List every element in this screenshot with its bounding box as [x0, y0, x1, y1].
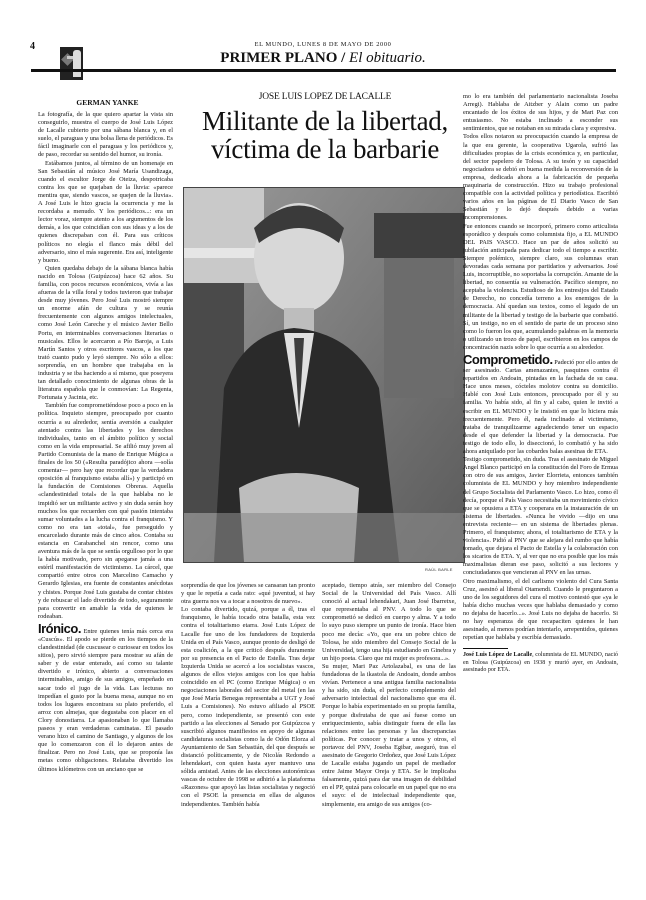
column-3 [322, 582, 456, 867]
portrait-photo [183, 187, 465, 563]
headline-line-2: víctima de la barbarie [210, 134, 440, 164]
paragraph: Otro maximalismo, el del carlismo violento del Cura Santa Cruz, asesinó al liberal Otamendi. Cuando le preguntaron a uno de los seguidores del cura el motivo contestó que «ya le había dicho muchas veces que hablaba demasiado y como no dejaba de hacerlo...». José Luis no dejaba de hacerlo. Si no hay esperanza de que recapaciten quienes le han asesinado, al menos podrían intentarlo, arrepentidos, quienes repetían que hablaba y escribía demasiado. [463, 577, 618, 642]
paragraph: Testigo comprometido, sin duda. Tras el asesinato de Miguel Angel Blanco participó en la constitución del Foro de Ermua con otro de sus amigos, Javier Elorrieta, entonces también columnista de EL MUNDO y hoy miembro independiente del Grupo Socialista del Parlamento Vasco. Lo hizo, como él decía, porque el País Vasco necesitaba un movimiento cívico que se opusiera a ETA y cooperara en la instauración de un sistema de libertades. «Nunca he vivido —dijo en una entrevista reciente— en un sistema de libertades plenas. Primero, el franquismo; ahora, el totalitarismo de ETA y la violencia». Pidió al PNV que se alejara del rumbo que había tomado, que dejara el Pacto de Estella y la colaboración con los sicarios de ETA. Y, al ver que no era posible que los más maximalistas dieran ese paso, solicitó a sus lectores y conciudadanos que vencieran al PNV en las urnas. [463, 456, 618, 577]
byline: GERMAN YANKE [76, 98, 139, 107]
column-4 [463, 93, 618, 867]
dateline: EL MUNDO, LUNES 8 DE MAYO DE 2000 [254, 41, 392, 48]
paragraph: Estábamos juntos, al término de un homenaje en San Sebastián al músico José María Usandizaga, cuando el escultor Jorge de Oteiza, despotricaba contra los que se quejaban de la lluvia: «parece mentira que, siendo vascos, se quejen de la lluvia». A José Luis le hizo gracia la ocurrencia y me la recordaba a menudo. Y los periódicos...: era un lector voraz, siempre atento a los argumentos de los demás, a los que coincidían con sus ideas y a los de quienes discrepaban con él. Para sus críticos políticos no elegía el flanco más débil del adversario, sino el más sugerente. Era así, inteligente y bueno. [38, 159, 173, 264]
bookshelf-shape [374, 213, 464, 258]
section-separator: / [337, 50, 350, 66]
author-bio [463, 652, 618, 674]
portrait-illustration [184, 188, 464, 562]
kicker: JOSE LUIS LOPEZ DE LACALLE [258, 92, 392, 102]
paragraph: mo lo era también del parlamentario nacionalista Joseba Arregi). Hablaba de Aitzber y Alain como un padre encantado de los éxitos de sus hijos, y de Mari Paz con entusiasmo. No estaba inclinado a esconder sus sentimientos, que se notaban en su mirada clara y expresiva. [463, 93, 618, 133]
paragraph-ironico [38, 620, 173, 774]
paragraph: sorprendía de que los jóvenes se cansaran tan pronto y que le repetía a cada rato: «qué juventud, si hay otra guerra nos va a tocar a nosotros de nuevo». [181, 582, 315, 606]
paragraph: Su mujer, Mari Paz Artolazabal, es una de las fundadoras de la ikastola de Andoain, donde ambos vivían. Pertenece a una antigua familia nacionalista y ha sido, sin duda, el perfecto complemento del adversario intelectual del nacionalismo que era él. Porque lo había experimentado en su propia familia, y porque disfrutaba de que así fuese como un enriquecimiento, sabía distinguir fuera de ella las relaciones entre las personas y las discrepancias políticas. Por conocer y tratar a unos y otros, el portavoz del PNV, Joseba Egibar, aseguró, tras el asesinato de Gregorio Ordoñez, que José Luis López de Lacalle estaba jugando un papel de mediador entre Jaime Mayor Oreja y ETA. Se le implicaba falsamente, quizá para dar una imagen de debilidad en el PP, quizá para colocarle en un papel que no era el suyo: el de intelectual independiente que, simplemente, era amigo de sus amigos (co- [322, 662, 456, 808]
paragraph-text: Padeció por ello antes de ser asesinado. Cartas amenazantes, pasquines contra él repartidos en Andoain, pintadas en la fachada de su casa. Hace unos meses, cócteles molotov contra su domicilio. Hablé con José Luis entonces, preocupado por él y su familia. Yo había sido, al fin y al cabo, quien le invitó a escribir en EL MUNDO y le insistió en que lo hiciera más frecuentemente. Pero él, nada inclinado al victimismo, trataba de tranquilizarme agradeciendo tener un espacio desde el que defender la libertad y la democracia. Fue testigo de todo ello, lo diseccionó, lo combatió y ha sido ahora aniquilado por las cobardes balas asesinas de ETA. [463, 359, 618, 456]
lead-in-ironico: Irónico. [38, 620, 81, 636]
bio-name: José Luis López de Lacalle [463, 652, 533, 659]
lead-in-comprometido: Comprometido. [463, 352, 553, 367]
section-name: PRIMER PLANO [220, 50, 338, 66]
page-number: 4 [30, 41, 35, 52]
curtain-shape [184, 188, 264, 283]
headline [180, 107, 470, 163]
header-rule [31, 69, 616, 72]
paragraph: La fotografía, de la que quiero apartar la vista sin conseguirlo, muestra el cuerpo de José Luis López de Lacalle cubierto por una sábana blanca y, en el suelo, el paraguas y una bolsa llena de periódicos. Es fácil imaginarle con el paraguas y los periódicos y, de paso, recordar su sentido del humor, su ironía. [38, 111, 173, 159]
column-2 [181, 582, 315, 867]
photo-credit: RAÚL BARLE [425, 567, 453, 572]
paragraph: También fue comprometiéndose poco a poco en la política. Inquieto siempre, preocupado por cuanto ocurría a su alrededor, sentía aversión a cualquier atentado contra las libertades y los derechos individuales, tanto en el ámbito político y social como en la vida empresarial. Se afilió muy joven al Partido Comunista de la mano de Enrique Múgica a finales de los 50 («Resulta paradójico ahora —solía comentar— pero hay que recordar que la verdadera oposición al franquismo estaba allí») y participó en la fundación de Comisiones Obreras. Aquella «clandestinidad total» de la que hablaba no le impidió ser un militante activo y sin duda serán hoy muchos los que recuerden con qué pasión intentaba sumar voluntades a la lucha contra el franquismo. Y como no era tan «total», fue perseguido y encarcelado durante más de cinco años. Contaba su estancia en Carabanchel sin rencor, como una aventura más de la que se sentía orgulloso por lo que la había motivado, pero sin apegarse jamás a una estéril manifestación de victimismo. La cárcel, que compartió entre otros con Marcelino Camacho y Gerardo Iglesias, era fuente de constantes anécdotas y chistes. Porque José Luis gustaba de contar chistes y de rebuscar el lado divertido de todo, seguramente para convertir en amable la vida de quienes le rodeaban. [38, 402, 173, 620]
paragraph: Todos ellos notaron su preocupación cuando la empresa de la que era gerente, la cooperativa Ugarola, sufrió las dificultades propias de la crisis económica y, en particular, del sector papelero de Tolosa. A su tesón y su capacidad negociadora se debió en buena medida la reconversión de la empresa, dedicada ahora a la fabricación de pequeña maquinaria de construcción. Hizo su trabajo profesional compatible con la actividad política y periodística. Escribió varios años en las páginas de El Diario Vasco de San Sebastián y lo dejó después debido a varias incomprensiones. [463, 133, 618, 222]
paragraph-comprometido [463, 352, 618, 456]
paragraph: Quien quedaba debajo de la sábana blanca había nacido en Tolosa (Guipúzcoa) hace 62 años. Su familia, con pocos recursos económicos, vivía a las afueras de la villa foral y todos tuvieron que trabajar desde muy jóvenes. Pero José Luis mostró siempre un enorme afán de cultura y se reunía frecuentemente con algunos amigos intelectuales, como José León Careche y el músico Javier Bello Portu, en interminables conversaciones literarias o musicales. Ellos le acercaron a Pío Baroja, a Luis Martín Santos y otros escritores vascos, a los que trató cuanto pudo y leyó siempre. No sólo a ellos: sorprendía, en un hombre que trabajaba en la industria y se iba haciendo a sí mismo, que poseyera tan detallado conocimiento de algunas obras de la literatura española que le conmovían: La Regenta, Fortunata y Jacinta, etc. [38, 264, 173, 402]
paragraph: aceptado, tiempo atrás, ser miembro del Consejo Social de la Universidad del País Vasco. Allí conoció al actual lehendakari, Juan José Ibarretxe, que representaba al PNV. A todo lo que se comprometió se dedicó en cuerpo y alma. Y a todo lo suyo puso siempre un punto de ironía. Hace bien poco me decía: «Yo, que era un pobre chico de Tolosa, he sido miembro del Consejo Social de la Universidad, tengo una hija estudiando en Ginebra y un hijo poeta. Claro que mi mujer es profesora...». [322, 582, 456, 662]
paragraph: Lo contaba divertido, quizá, porque a él, tras el franquismo, le había tocado otra batalla, esta vez contra el totalitarismo etarra. José Luis López de Lacalle fue uno de los fundadores de Izquierda Unida en el País Vasco, aunque pronto de desligó de esta coalición, a la que criticó después duramente por su presencia en el Pacto de Estella. Tras dejar Izquierda Unida se acercó a los socialistas vascos, algunos de ellos viejos amigos con los que había coincidido en el PC (como Enrique Múgica) o en negociaciones laborales del sector del metal (en las que José María Benegas representaba a UGT y José Luis a Comisiones). No estuvo afiliado al PSOE pero, como independiente, se presentó con este partido a las elecciones al Senado por Guipúzcoa y suscribió algunos manifiestos en apoyo de algunas candidaturas socialistas como la de Odón Elorza al Ayuntamiento de San Sebastián, del que después se distanció políticamente, y de Nicolás Redondo a lehendakari, con quien hasta ayer mantuvo una sólida amistad. Antes de las elecciones autonómicas vascas de octubre de 1998 se adhirió a la plataforma «Razones» que apoyó las listas socialistas y negoció con el PSOE la presencia en ellas de algunos independientes. También había [181, 606, 315, 808]
section-title [0, 50, 646, 67]
subsection-name: El obituario. [349, 50, 426, 66]
headline-line-1: Militante de la libertad, [202, 106, 448, 136]
bio-divider [463, 648, 508, 649]
column-1 [38, 111, 173, 867]
paragraph-text: Entre quienes tenía más cerca era «Cuscús». El apodo se pierde en los tiempos de la clandestinidad (de cuscusear o curiosear en todos los sitios), pero sirvió siempre para mostrar su afán de saber y de estar enterado, así como su talante divertido e irónico, abierto a conversaciones interminables, amigo de sus amigos, empeñado en sacar todo el jugo de la vida. Las lecturas no impedían el gusto por la buena mesa, aunque no en todos los lugares encontrara su plato preferido, el arroz con almejas, que degustaba con placer en el Clory donostiarra. Le apasionaban lo que llamaba paseos y eran verdaderas caminatas. El pasado verano hizo el camino de Santiago, y algunos de los que lo comenzaron con él lo dejaron antes de finalizar. Pero no José Luis, que se proponía las metas como obligaciones. Relataba divertido los últimos kilómetros con un anciano que se [38, 627, 173, 773]
bio-text: , columnista de EL MUNDO, nació en Tolosa (Guipúzcoa) en 1938 y murió ayer, en Andoain, asesinado por ETA. [463, 652, 618, 674]
paragraph: Fue entonces cuando se incorporó, primero como articulista esporádico y después como columnista fijo, a EL MUNDO DEL PAIS VASCO. Hace un par de años solicitó su jubilación anticipada para dedicar todo el tiempo a escribir. Siempre polémico, siempre claro, sus columnas eran devoradas cada semana por partidarios y adversarios. José Luis, incorruptible, no soportaba la corrupción. Amante de la libertad, no consentía su vulneración. Pacífico siempre, no aceptaba la violencia. Estudioso de los entresijos del Estado de Derecho, no concedía terreno a los enemigos de la democracia. Ahí quedan sus textos, como el legado de un militante de la libertad y testigo de la barbarie que combatió. Sí, un testigo, no en el sentido de parte de un proceso sino como lo fueron los que, acumulando palabras en la memoria o utilizando un trozo de papel, escribieron en los campos de concentración nazis sobre lo que ocurría a su alrededor. [463, 222, 618, 351]
